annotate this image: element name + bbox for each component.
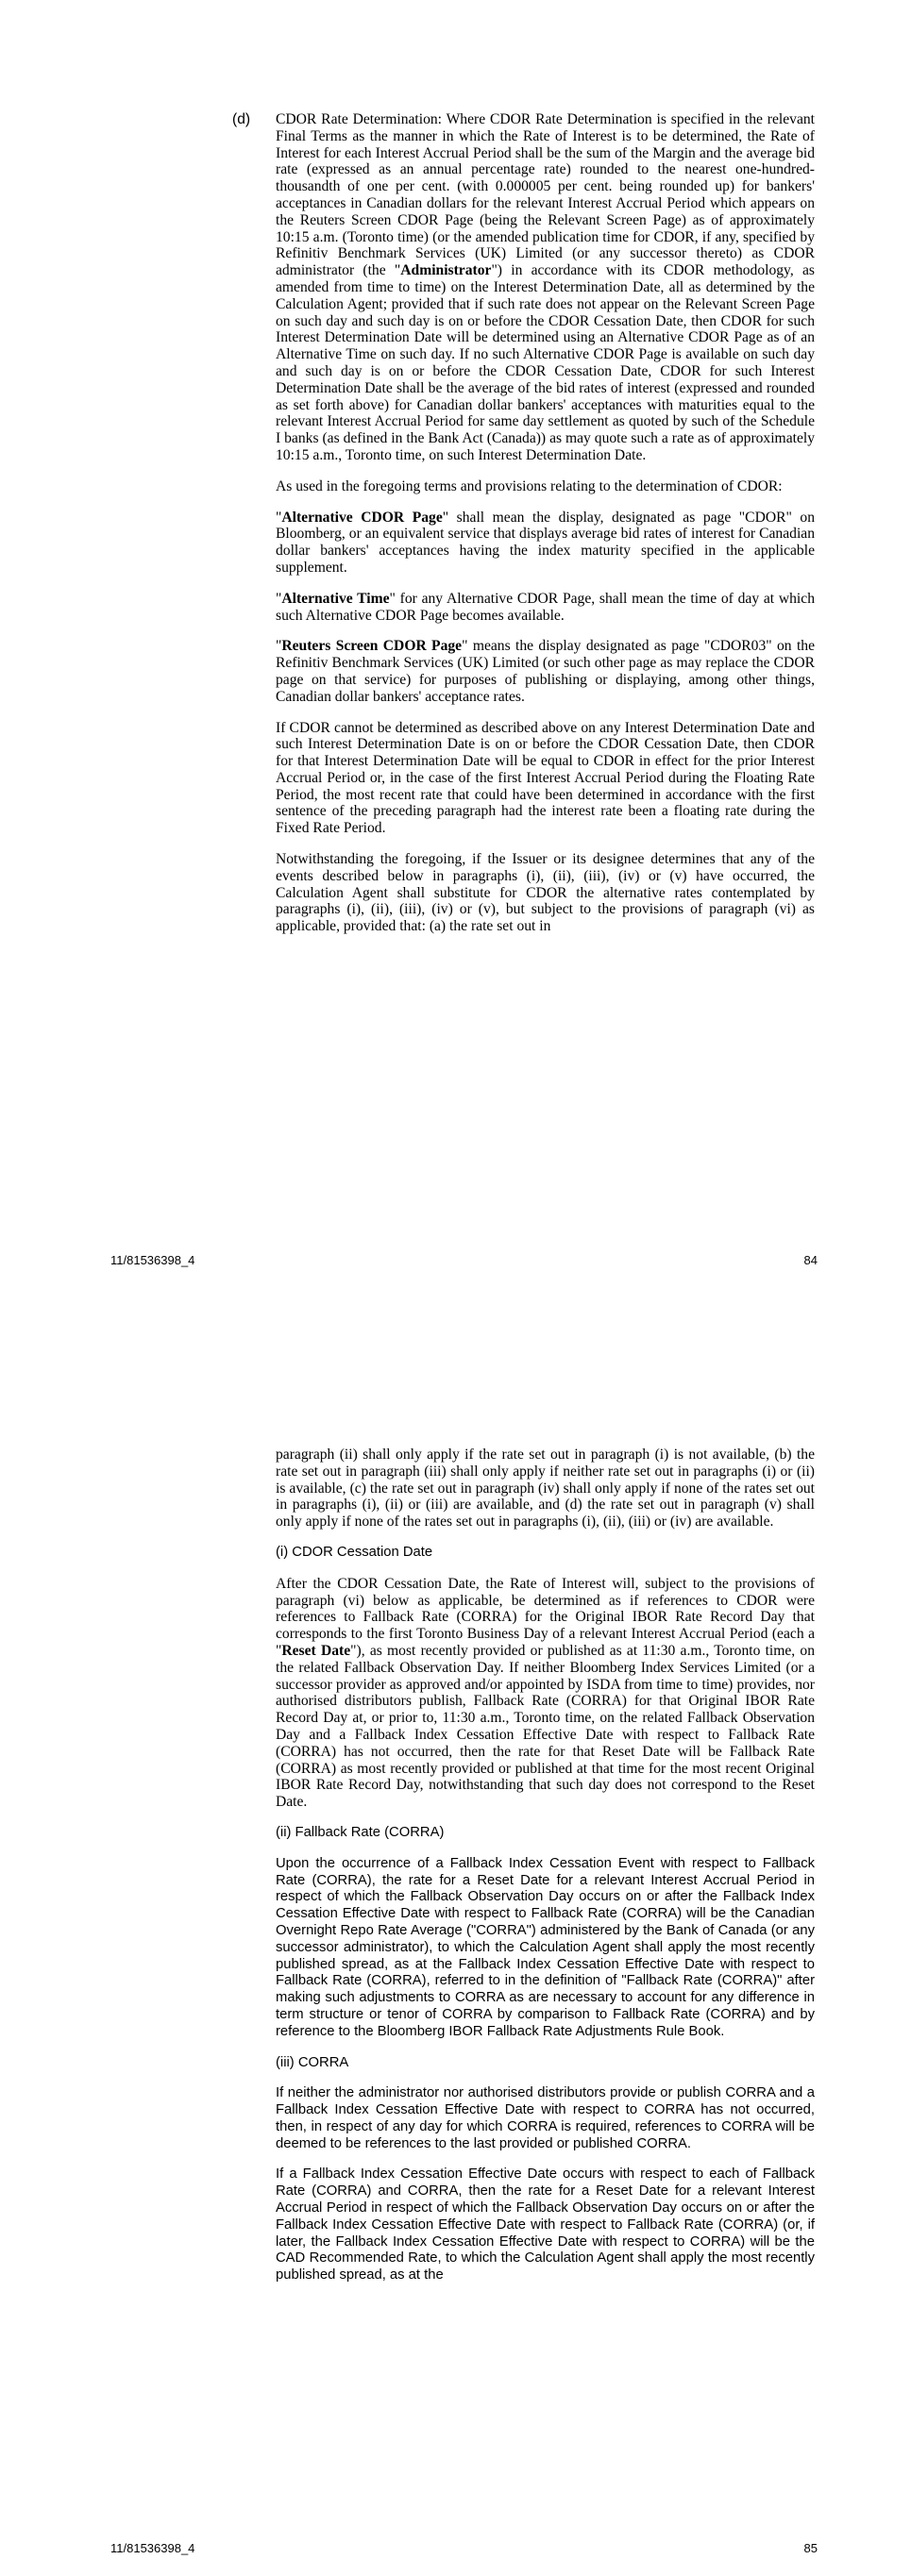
text-span: ") in accordance with its CDOR methodology, as amended from time to time) on the Interest Determination Date, all as determined by the Calculation Agent; provided that if such rate does not appear on the Relevant Screen Page on such day and such day is on or before the CDOR Cessation Date, then CDOR for such Interest Determination Date will be determined using an Alternative CDOR Page as of an Alternative Time on such day. If no such Alternative CDOR Page is available on such day and such day is on or before the CDOR Cessation Date, CDOR for such Interest Determination Date shall be the average of the bid rates of interest (expressed and rounded as set forth above) for Canadian dollar bankers' acceptances with maturities equal to the relevant Interest Accrual Period for same day settlement as quoted by such of the Schedule I banks (as defined in the Bank Act (Canada)) as may quote such a rate as of approximately 10:15 a.m., Toronto time, on such Interest Determination Date. bbox=[276, 262, 815, 463]
defined-term-alternative-time: Alternative Time bbox=[281, 590, 390, 607]
paragraph-notwithstanding: Notwithstanding the foregoing, if the Issuer or its designee determines that any of the events described below in paragraphs (i), (ii), (iii), (iv) or (v) have occurred, the Calculation Agent shall substitute for CDOR the alternative rates contemplated by paragraphs (i), (ii), (iii), (iv) or (v), but subject to the provisions of paragraph (vi) as applicable, provided that: (a) the rate set out in bbox=[276, 851, 815, 935]
text-span: After the CDOR Cessation Date, the Rate of Interest will, subject to the provisions of paragraph (vi) below as applicable, be determined as if references to CDOR were references to Fallback Rate (CORRA) for the Original IBOR Rate Record Day that corresponds to the first Toronto Business Day of a relevant Interest Accrual Period (each a " bbox=[276, 1575, 815, 1659]
text-span: " for any Alternative CDOR Page, shall mean the time of day at which such Alternative CDOR Page becomes available. bbox=[276, 590, 815, 624]
text-span: " bbox=[276, 638, 282, 655]
defined-term-reuters-screen-cdor-page: Reuters Screen CDOR Page bbox=[281, 638, 463, 655]
text-span: " means the display designated as page "CDOR03" on the Refinitiv Benchmark Services (UK) Limited (or such other page as may replace the CDOR page on that service) for purposes of publishing or displaying, among other things, Canadian dollar bankers' acceptance rates. bbox=[276, 638, 815, 705]
defined-term-reset-date: Reset Date bbox=[281, 1642, 351, 1659]
footer-page-number: 85 bbox=[803, 2541, 818, 2555]
footer-page-number: 84 bbox=[803, 1253, 818, 1267]
footer-document-reference: 11/81536398_4 bbox=[110, 1253, 195, 1267]
page-85 bbox=[0, 1288, 911, 2576]
text-span: " bbox=[276, 509, 282, 526]
heading-cdor-cessation-date: (i) CDOR Cessation Date bbox=[276, 1544, 433, 1560]
text-span: " bbox=[276, 590, 282, 607]
paragraph-used-in-foregoing: As used in the foregoing terms and provisions relating to the determination of CDOR: bbox=[276, 477, 783, 494]
definition-alternative-time bbox=[276, 591, 815, 625]
text-span: "), as most recently provided or published as at 11:30 a.m., Toronto time, on the related Fallback Observation Day. If neither Bloomberg Index Services Limited (or a successor provider as approved and/or appointed by ISDA from time to time) provides, nor authorised distributors publish, Fallback Rate (CORRA) for that Original IBOR Rate Record Day at, or prior to, 11:30 a.m., Toronto time, on the related Fallback Observation Day and a Fallback Index Cessation Effective Date with respect to Fallback Rate (CORRA) has not occurred, then the rate for that Reset Date will be Fallback Rate (CORRA) as most recently provided or published at that time for the most recent Original IBOR Rate Record Day, notwithstanding that such day does not correspond to the Reset Date. bbox=[276, 1642, 816, 1811]
text-span: " shall mean the display, designated as page "CDOR" on Bloomberg, or an equivalent service that displays average bid rates of interest for Canadian dollar bankers' acceptances having the index maturity specified in the applicable supplement. bbox=[276, 509, 815, 576]
defined-term-administrator: Administrator bbox=[400, 262, 492, 279]
paragraph-continuation: paragraph (ii) shall only apply if the rate set out in paragraph (i) is not available, (b) the rate set out in paragraph (iii) shall only apply if neither rate set out in paragraphs (i) or (ii) is available, (c) the rate set out in paragraph (iv) shall only apply if none of the rates set out in paragraphs (i), (ii) or (iii) are available, and (d) the rate set out in paragraph (v) shall only apply if none of the rates set out in paragraphs (i), (ii), (iii) or (iv) are available. bbox=[276, 1447, 815, 1531]
defined-term-alternative-cdor-page: Alternative CDOR Page bbox=[281, 509, 443, 526]
paragraph-corra-cessation: If a Fallback Index Cessation Effective Date occurs with respect to each of Fallback Rate (CORRA) and CORRA, then the rate for a Reset Date for a relevant Interest Accrual Period in respect of which the Fallback Observation Day occurs on or after the Fallback Index Cessation Effective Date with respect to Fallback Rate (CORRA) (or, if later, the Fallback Index Cessation Effective Date with respect to CORRA) will be the CAD Recommended Rate, to which the Calculation Agent shall apply the most recently published spread, as at the bbox=[276, 2166, 815, 2283]
definition-reuters-screen-cdor-page bbox=[276, 638, 815, 705]
text-span: CDOR Rate Determination: Where CDOR Rate Determination is specified in the relevant Final Terms as the manner in which the Rate of Interest is to be determined, the Rate of Interest for each Interest Accrual Period shall be the sum of the Margin and the average bid rate (expressed as an annual percentage rate) rounded to the nearest one-hundred-thousandth of one per cent. (with 0.000005 per cent. being rounded up) for bankers' acceptances in Canadian dollars for the relevant Interest Accrual Period which appears on the Reuters Screen CDOR Page (being the Relevant Screen Page) as of approximately 10:15 a.m. (Toronto time) (or the amended publication time for CDOR, if any, specified by Refinitiv Benchmark Services (UK) Limited (or any successor thereto) as CDOR administrator (the " bbox=[276, 111, 815, 279]
paragraph-cdor-rate-determination bbox=[276, 111, 815, 464]
page-84-body bbox=[276, 111, 815, 949]
paragraph-fallback-rate-corra: Upon the occurrence of a Fallback Index Cessation Event with respect to Fallback Rate (CORRA), the rate for a Reset Date for a relevant Interest Accrual Period in respect of which the Fallback Observation Day occurs on or after the Fallback Index Cessation Effective Date with respect to Fallback Rate (CORRA) will be the Canadian Overnight Repo Rate Average ("CORRA") administered by the Bank of Canada (or any successor administrator), to which the Calculation Agent shall apply the most recently published spread, as at the Fallback Index Cessation Effective Date with respect to Fallback Rate (CORRA), referred to in the definition of "Fallback Rate (CORRA)" after making such adjustments to CORRA as are necessary to account for any difference in term structure or tenor of CORRA by comparison to Fallback Rate (CORRA) and by reference to the Bloomberg IBOR Fallback Rate Adjustments Rule Book. bbox=[276, 1855, 815, 2039]
paragraph-cdor-cessation-date bbox=[276, 1576, 815, 1811]
page-85-body bbox=[276, 1447, 815, 2299]
paragraph-if-cdor-cannot-be-determined: If CDOR cannot be determined as described above on any Interest Determination Date and such Interest Determination Date is on or before the CDOR Cessation Date, then CDOR for that Interest Determination Date will be equal to CDOR in effect for the prior Interest Accrual Period or, in the case of the first Interest Accrual Period during the Floating Rate Period, the most recent rate that could have been determined in accordance with the first sentence of the preceding paragraph had the interest rate been a floating rate during the Fixed Rate Period. bbox=[276, 719, 815, 837]
definition-alternative-cdor-page bbox=[276, 510, 815, 577]
heading-corra: (iii) CORRA bbox=[276, 2054, 349, 2070]
paragraph-marker-d: (d) bbox=[232, 111, 251, 127]
footer-document-reference: 11/81536398_4 bbox=[110, 2541, 195, 2555]
paragraph-corra-not-published: If neither the administrator nor authorised distributors provide or publish CORRA and a Fallback Index Cessation Effective Date with respect to CORRA has not occurred, then, in respect of any day for which CORRA is required, references to CORRA will be deemed to be references to the last provided or published CORRA. bbox=[276, 2085, 815, 2151]
heading-fallback-rate-corra: (ii) Fallback Rate (CORRA) bbox=[276, 1824, 445, 1840]
